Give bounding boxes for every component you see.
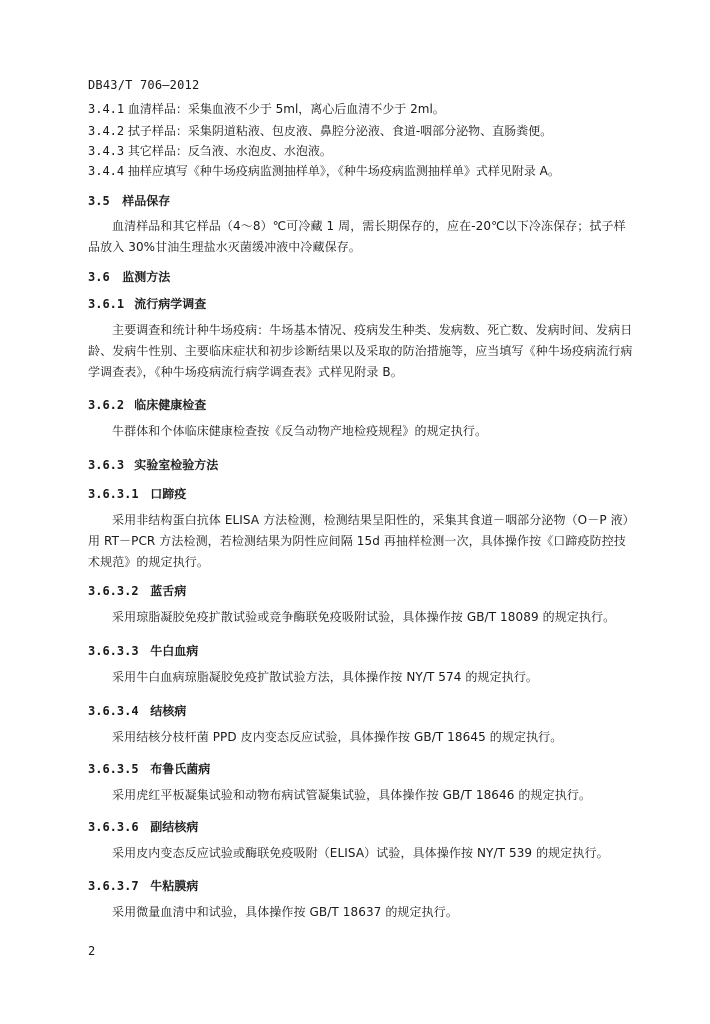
clause-number: 3.4.1 [88, 102, 125, 116]
disease-heading-fmd [88, 486, 186, 502]
section-number: 3.6.3.1 [88, 487, 139, 501]
clause-text: 抽样应填写《种牛场疫病监测抽样单》，《种牛场疫病监测抽样单》式样见附录 A。 [127, 164, 560, 178]
section-number: 3.6.2 [88, 398, 125, 412]
section-title: 牛白血病 [150, 644, 199, 658]
section-number: 3.6.3.7 [88, 879, 139, 893]
disease-heading-paratuberculosis [88, 819, 198, 835]
section-number: 3.5 [88, 194, 110, 208]
clause-number: 3.4.2 [88, 124, 125, 138]
section-title: 样品保存 [122, 194, 171, 208]
section-title: 副结核病 [150, 820, 199, 834]
disease-body-leukemia: 采用牛白血病琼脂凝胶免疫扩散试验方法，具体操作按 NY/T 574 的规定执行。 [112, 670, 539, 684]
clause-3-4-1 [88, 101, 445, 117]
section-3-6-3-heading [88, 457, 218, 473]
disease-heading-bluetongue [88, 583, 186, 599]
clause-number: 3.4.3 [88, 144, 125, 158]
clause-3-4-2 [88, 123, 552, 139]
section-title: 实验室检验方法 [134, 458, 219, 472]
disease-body-tuberculosis: 采用结核分枝杆菌 PPD 皮内变态反应试验，具体操作按 GB/T 18645 的规定执行。 [112, 730, 563, 744]
disease-body-paratuberculosis: 采用皮内变态反应试验或酶联免疫吸附（ELISA）试验，具体操作按 NY/T 539 的规定执行。 [112, 846, 609, 860]
section-3-6-2-body: 牛群体和个体临床健康检查按《反刍动物产地检疫规程》的规定执行。 [112, 424, 488, 438]
disease-heading-leukemia [88, 643, 198, 659]
disease-heading-brucellosis [88, 761, 210, 777]
section-number: 3.6.3 [88, 458, 125, 472]
disease-body-fmd: 采用非结构蛋白抗体 ELISA 方法检测，检测结果呈阳性的，采集其食道－咽部分泌物（O－P 液）用 RT－PCR 方法检测，若检测结果为阴性应间隔 15d 再抽样检测一次，具体操作按《口蹄疫防控技术规范》的规定执行。 [88, 513, 629, 569]
section-title: 牛粘膜病 [150, 879, 199, 893]
section-title: 布鲁氏菌病 [150, 762, 211, 776]
section-title: 监测方法 [122, 270, 171, 284]
disease-body-bluetongue: 采用琼脂凝胶免疫扩散试验或竞争酶联免疫吸附试验，具体操作按 GB/T 18089 的规定执行。 [112, 610, 616, 624]
section-number: 3.6.3.6 [88, 820, 139, 834]
section-number: 3.6.1 [88, 297, 125, 311]
section-3-6-heading [88, 269, 170, 285]
document-id: DB43/T 706—2012 [88, 78, 200, 92]
section-3-6-2-heading [88, 397, 206, 413]
section-3-5-heading [88, 193, 170, 209]
disease-body-bvd: 采用微量血清中和试验，具体操作按 GB/T 18637 的规定执行。 [112, 905, 458, 919]
section-3-6-1-body: 主要调查和统计种牛场疫病：牛场基本情况、疫病发生种类、发病数、死亡数、发病时间、发病日龄、发病牛性别、主要临床症状和初步诊断结果以及采取的防治措施等，应当填写《种牛场疫病流行病学调查表》，《种牛场疫病流行病学调查表》式样见附录 B。 [88, 323, 633, 379]
disease-heading-tuberculosis [88, 703, 186, 719]
clause-3-4-4 [88, 163, 560, 179]
clause-3-4-3 [88, 143, 332, 159]
section-title: 蓝舌病 [150, 584, 187, 598]
section-title: 结核病 [150, 704, 187, 718]
section-3-6-1-heading [88, 296, 206, 312]
clause-text: 拭子样品：采集阴道粘液、包皮液、鼻腔分泌液、食道-咽部分泌物、直肠粪便。 [127, 124, 553, 138]
section-number: 3.6.3.5 [88, 762, 139, 776]
clause-text: 其它样品：反刍液、水泡皮、水泡液。 [127, 144, 332, 158]
section-title: 临床健康检查 [134, 398, 207, 412]
section-number: 3.6 [88, 270, 110, 284]
section-3-5-body: 血清样品和其它样品（4～8）℃可冷藏 1 周，需长期保存的，应在-20℃以下冷冻保存；拭子样品放入 30%甘油生理盐水灭菌缓冲液中冷藏保存。 [88, 219, 626, 254]
clause-text: 血清样品：采集血液不少于 5ml，离心后血清不少于 2ml。 [127, 102, 445, 116]
page-number: 2 [88, 944, 96, 958]
section-number: 3.6.3.3 [88, 644, 139, 658]
section-title: 流行病学调查 [134, 297, 207, 311]
section-number: 3.6.3.4 [88, 704, 139, 718]
section-number: 3.6.3.2 [88, 584, 139, 598]
section-title: 口蹄疫 [150, 487, 187, 501]
clause-number: 3.4.4 [88, 164, 125, 178]
disease-heading-bvd [88, 878, 198, 894]
disease-body-brucellosis: 采用虎红平板凝集试验和动物布病试管凝集试验，具体操作按 GB/T 18646 的规定执行。 [112, 788, 592, 802]
